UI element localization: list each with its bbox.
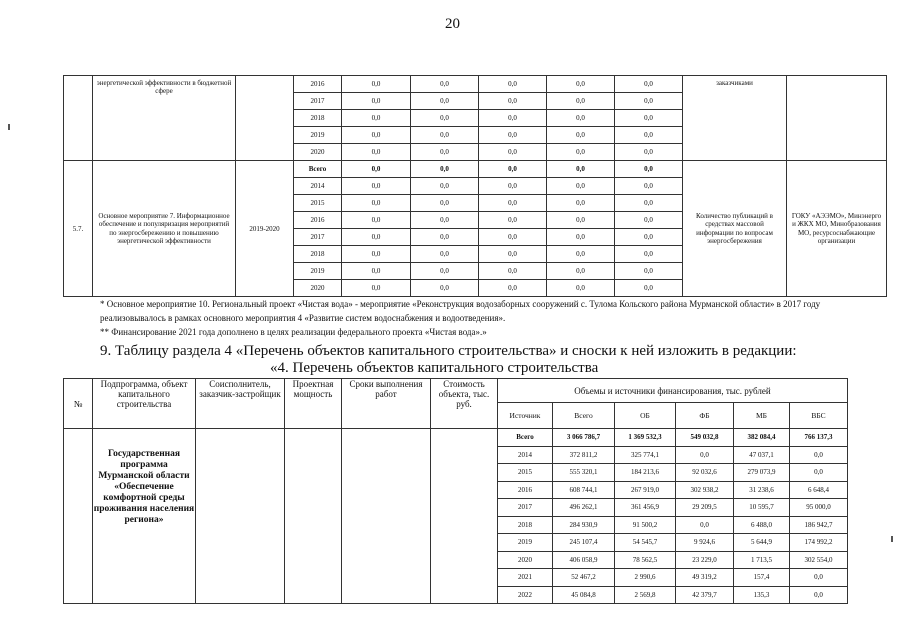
table-row xyxy=(64,76,887,93)
year-cell: 2017 xyxy=(294,229,342,246)
vbs-cell: 186 942,7 xyxy=(790,516,848,534)
ob-cell: 325 774,1 xyxy=(615,446,676,464)
source-cell: 2016 xyxy=(498,481,553,499)
year-cell: 2016 xyxy=(294,212,342,229)
capacity-cell xyxy=(285,429,342,604)
source-cell: 2014 xyxy=(498,446,553,464)
value-cell: 0,0 xyxy=(411,280,479,297)
mb-cell: 1 713,5 xyxy=(734,551,790,569)
value-cell: 0,0 xyxy=(479,161,547,178)
scan-mark xyxy=(8,124,10,130)
year-cell: 2020 xyxy=(294,144,342,161)
value-cell: 0,0 xyxy=(547,144,615,161)
indicator-cell: Количество публикаций в средствах массовой информации по вопросам энергосбережения xyxy=(683,161,787,297)
value-cell: 0,0 xyxy=(479,93,547,110)
vbs-cell: 302 554,0 xyxy=(790,551,848,569)
value-cell: 0,0 xyxy=(615,161,683,178)
value-cell: 0,0 xyxy=(342,161,411,178)
vbs-cell: 0,0 xyxy=(790,464,848,482)
value-cell: 0,0 xyxy=(615,127,683,144)
value-cell: 0,0 xyxy=(547,93,615,110)
value-cell: 0,0 xyxy=(615,93,683,110)
mb-cell: 6 488,0 xyxy=(734,516,790,534)
year-cell: 2017 xyxy=(294,93,342,110)
row-number-cell: 5.7. xyxy=(64,161,93,297)
ob-cell: 2 990,6 xyxy=(615,569,676,587)
value-cell: 0,0 xyxy=(411,246,479,263)
footnote-2: ** Финансирование 2021 года дополнено в целях реализации федерального проекта «Чистая вода».» xyxy=(100,327,487,337)
source-cell: 2022 xyxy=(498,586,553,604)
source-cell: 2017 xyxy=(498,499,553,517)
year-cell: 2015 xyxy=(294,195,342,212)
value-cell: 0,0 xyxy=(479,195,547,212)
value-cell: 0,0 xyxy=(615,229,683,246)
program-name: Государственная программа Мурманской области «Обеспечение комфортной среды проживания населения региона» xyxy=(93,429,196,604)
value-cell: 0,0 xyxy=(547,280,615,297)
value-cell: 0,0 xyxy=(342,280,411,297)
mb-cell: 157,4 xyxy=(734,569,790,587)
value-cell: 0,0 xyxy=(615,195,683,212)
value-cell: 0,0 xyxy=(615,263,683,280)
value-cell: 0,0 xyxy=(342,229,411,246)
vbs-cell: 0,0 xyxy=(790,446,848,464)
fb-cell: 0,0 xyxy=(676,516,734,534)
value-cell: 0,0 xyxy=(479,263,547,280)
ob-cell: 78 562,5 xyxy=(615,551,676,569)
ob-cell: 1 369 532,3 xyxy=(615,429,676,447)
header-total: Всего xyxy=(553,403,615,429)
vbs-cell: 0,0 xyxy=(790,586,848,604)
year-cell: 2018 xyxy=(294,110,342,127)
header-ob: ОБ xyxy=(615,403,676,429)
header-num: № xyxy=(64,379,93,429)
heading-line-2: «4. Перечень объектов капитального строительства xyxy=(270,360,599,376)
source-cell: 2018 xyxy=(498,516,553,534)
value-cell: 0,0 xyxy=(479,178,547,195)
ob-cell: 184 213,6 xyxy=(615,464,676,482)
year-cell: 2019 xyxy=(294,127,342,144)
total-cell: 3 066 786,7 xyxy=(553,429,615,447)
value-cell: 0,0 xyxy=(547,76,615,93)
value-cell: 0,0 xyxy=(342,76,411,93)
table-row xyxy=(64,161,887,178)
source-cell: 2020 xyxy=(498,551,553,569)
value-cell: 0,0 xyxy=(479,212,547,229)
header-coexecutor: Соисполнитель, заказчик-застройщик xyxy=(196,379,285,429)
table-row xyxy=(64,429,848,447)
fb-cell: 23 229,0 xyxy=(676,551,734,569)
mb-cell: 5 644,9 xyxy=(734,534,790,552)
value-cell: 0,0 xyxy=(547,195,615,212)
vbs-cell: 6 648,4 xyxy=(790,481,848,499)
value-cell: 0,0 xyxy=(479,229,547,246)
period-cell xyxy=(236,76,294,161)
scan-mark xyxy=(891,536,893,542)
executor-cell: ГОКУ «АЭЭМО», Минэнерго и ЖКХ МО, Минобразования МО, ресурсоснабжающие организации xyxy=(787,161,887,297)
terms-cell xyxy=(342,429,431,604)
value-cell: 0,0 xyxy=(411,110,479,127)
value-cell: 0,0 xyxy=(615,212,683,229)
activity-name: Основное мероприятие 7. Информационное обеспечение и популяризация мероприятий по энергосбережению и повышению энергетической эффективности xyxy=(93,161,236,297)
value-cell: 0,0 xyxy=(411,161,479,178)
header-vbs: ВБС xyxy=(790,403,848,429)
value-cell: 0,0 xyxy=(411,263,479,280)
vbs-cell: 0,0 xyxy=(790,569,848,587)
source-cell: 2021 xyxy=(498,569,553,587)
header-mb: МБ xyxy=(734,403,790,429)
value-cell: 0,0 xyxy=(342,144,411,161)
ob-cell: 54 545,7 xyxy=(615,534,676,552)
value-cell: 0,0 xyxy=(411,212,479,229)
value-cell: 0,0 xyxy=(342,246,411,263)
value-cell: 0,0 xyxy=(411,144,479,161)
vbs-cell: 174 992,2 xyxy=(790,534,848,552)
fb-cell: 29 209,5 xyxy=(676,499,734,517)
value-cell: 0,0 xyxy=(342,93,411,110)
value-cell: 0,0 xyxy=(547,127,615,144)
year-cell: 2014 xyxy=(294,178,342,195)
capital-construction-table xyxy=(63,378,848,604)
header-terms: Сроки выполнения работ xyxy=(342,379,431,429)
header-capacity: Проектная мощность xyxy=(285,379,342,429)
mb-cell: 279 073,9 xyxy=(734,464,790,482)
fb-cell: 302 938,2 xyxy=(676,481,734,499)
header-fb: ФБ xyxy=(676,403,734,429)
value-cell: 0,0 xyxy=(615,144,683,161)
header-funding: Объемы и источники финансирования, тыс. рублей xyxy=(498,379,848,403)
value-cell: 0,0 xyxy=(479,246,547,263)
value-cell: 0,0 xyxy=(479,280,547,297)
source-cell: 2015 xyxy=(498,464,553,482)
fb-cell: 49 319,2 xyxy=(676,569,734,587)
value-cell: 0,0 xyxy=(547,161,615,178)
value-cell: 0,0 xyxy=(479,144,547,161)
header-program: Подпрограмма, объект капитального строительства xyxy=(93,379,196,429)
ob-cell: 91 500,2 xyxy=(615,516,676,534)
value-cell: 0,0 xyxy=(615,280,683,297)
value-cell: 0,0 xyxy=(615,110,683,127)
fb-cell: 0,0 xyxy=(676,446,734,464)
value-cell: 0,0 xyxy=(547,246,615,263)
ob-cell: 361 456,9 xyxy=(615,499,676,517)
value-cell: 0,0 xyxy=(411,178,479,195)
value-cell: 0,0 xyxy=(479,110,547,127)
mb-cell: 31 238,6 xyxy=(734,481,790,499)
value-cell: 0,0 xyxy=(479,127,547,144)
value-cell: 0,0 xyxy=(547,229,615,246)
cost-cell xyxy=(431,429,498,604)
executor-cell xyxy=(787,76,887,161)
mb-cell: 10 595,7 xyxy=(734,499,790,517)
value-cell: 0,0 xyxy=(342,263,411,280)
value-cell: 0,0 xyxy=(342,212,411,229)
fb-cell: 92 032,6 xyxy=(676,464,734,482)
value-cell: 0,0 xyxy=(547,110,615,127)
source-cell: 2019 xyxy=(498,534,553,552)
year-cell: 2020 xyxy=(294,280,342,297)
value-cell: 0,0 xyxy=(479,76,547,93)
total-cell: 496 262,1 xyxy=(553,499,615,517)
row-number-cell xyxy=(64,76,93,161)
source-cell: Всего xyxy=(498,429,553,447)
year-cell: Всего xyxy=(294,161,342,178)
footnote-1: * Основное мероприятие 10. Региональный проект «Чистая вода» - мероприятие «Реконструкция водозаборных сооружений с. Тулома Кольского района Мурманской области» в 2017 году реализовывалось в рамках основного мероприятия 4 «Развитие систем водоснабжения и водоотведения». xyxy=(100,299,821,323)
mb-cell: 47 037,1 xyxy=(734,446,790,464)
value-cell: 0,0 xyxy=(547,263,615,280)
coexecutor-cell xyxy=(196,429,285,604)
indicator-cell: заказчиками xyxy=(683,76,787,161)
value-cell: 0,0 xyxy=(411,127,479,144)
period-cell: 2019-2020 xyxy=(236,161,294,297)
value-cell: 0,0 xyxy=(411,76,479,93)
value-cell: 0,0 xyxy=(342,127,411,144)
total-cell: 284 930,9 xyxy=(553,516,615,534)
value-cell: 0,0 xyxy=(411,195,479,212)
value-cell: 0,0 xyxy=(411,229,479,246)
mb-cell: 135,3 xyxy=(734,586,790,604)
activity-name: энергетической эффективности в бюджетной сфере xyxy=(93,76,236,161)
fb-cell: 549 032,8 xyxy=(676,429,734,447)
total-cell: 555 320,1 xyxy=(553,464,615,482)
num-cell xyxy=(64,429,93,604)
vbs-cell: 95 000,0 xyxy=(790,499,848,517)
value-cell: 0,0 xyxy=(547,178,615,195)
total-cell: 406 058,9 xyxy=(553,551,615,569)
vbs-cell: 766 137,3 xyxy=(790,429,848,447)
total-cell: 45 084,8 xyxy=(553,586,615,604)
year-cell: 2016 xyxy=(294,76,342,93)
total-cell: 372 811,2 xyxy=(553,446,615,464)
section-heading xyxy=(100,343,860,377)
header-cost: Стоимость объекта, тыс. руб. xyxy=(431,379,498,429)
value-cell: 0,0 xyxy=(342,195,411,212)
header-source: Источник xyxy=(498,403,553,429)
value-cell: 0,0 xyxy=(411,93,479,110)
total-cell: 52 467,2 xyxy=(553,569,615,587)
fb-cell: 9 924,6 xyxy=(676,534,734,552)
page-number: 20 xyxy=(445,16,460,32)
value-cell: 0,0 xyxy=(342,178,411,195)
ob-cell: 267 919,0 xyxy=(615,481,676,499)
year-cell: 2018 xyxy=(294,246,342,263)
mb-cell: 382 084,4 xyxy=(734,429,790,447)
heading-line-1: 9. Таблицу раздела 4 «Перечень объектов капитального строительства» и сноски к ней изложить в редакции: xyxy=(100,343,797,359)
year-cell: 2019 xyxy=(294,263,342,280)
value-cell: 0,0 xyxy=(615,246,683,263)
value-cell: 0,0 xyxy=(547,212,615,229)
program-table-continuation xyxy=(63,75,887,297)
value-cell: 0,0 xyxy=(342,110,411,127)
value-cell: 0,0 xyxy=(615,178,683,195)
value-cell: 0,0 xyxy=(615,76,683,93)
total-cell: 608 744,1 xyxy=(553,481,615,499)
ob-cell: 2 569,8 xyxy=(615,586,676,604)
total-cell: 245 107,4 xyxy=(553,534,615,552)
fb-cell: 42 379,7 xyxy=(676,586,734,604)
